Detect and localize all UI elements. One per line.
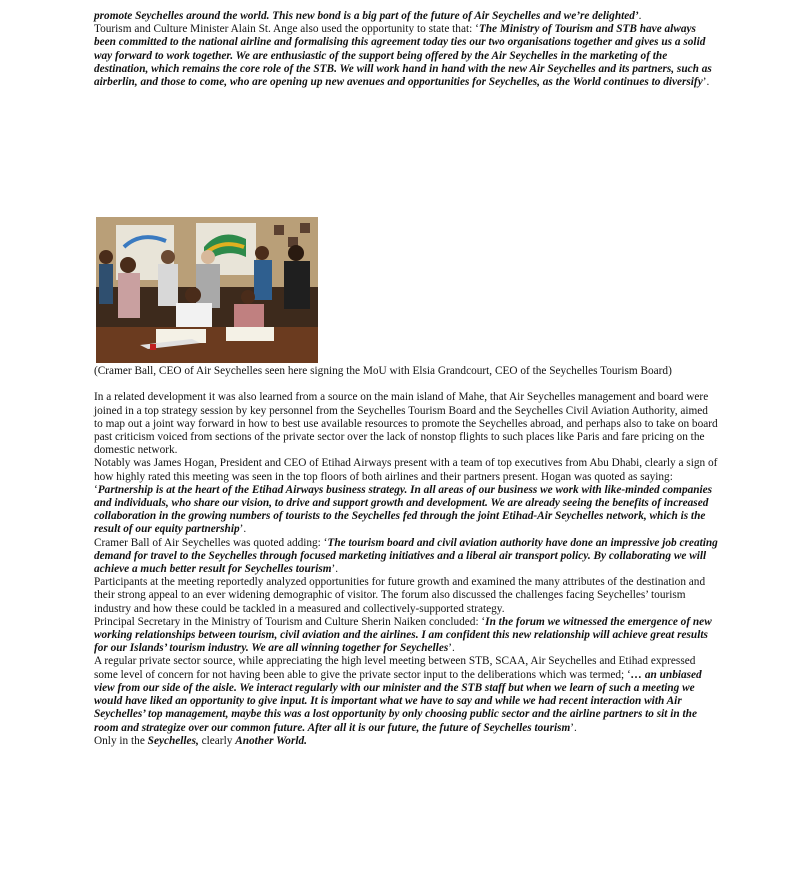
p2-text-run: ’. <box>702 76 710 89</box>
paragraph-participants <box>94 576 718 616</box>
paragraph-cramer-ball-quote <box>94 537 718 577</box>
paragraph-naiken-quote <box>94 616 718 656</box>
p1-text-run: promote Seychelles around the world. This new bond is a big part of the future of Air Seychelles and we’re delighted’ <box>94 10 639 22</box>
paragraph-related-development <box>94 391 718 457</box>
p9-text-run: clearly <box>198 734 236 747</box>
p5-text-run: The tourism board and civil aviation authority have done an impressive job creating demand for travel to the Seychelles through focused marketing initiatives and a liberal air transport policy. By collaborating we will achieve a much better result for Seychelles tourism <box>94 536 718 576</box>
p5-text-run: ’. <box>331 563 339 576</box>
signing-photo-image <box>96 217 318 363</box>
photo-caption: (Cramer Ball, CEO of Air Seychelles seen here signing the MoU with Elsia Grandcourt, CEO of the Seychelles Tourism Board) <box>94 365 672 378</box>
p4-text-run: Notably was James Hogan, President and CEO of Etihad Airways present with a team of top executives from Abu Dhabi, clearly a sign of how highly rated this meeting was seen in the top floors of both airlines and their partners present. Hogan was quoted as saying: ‘ <box>94 457 718 496</box>
p3-text-run: In a related development it was also learned from a source on the main island of Mahe, that Air Seychelles management and board were joined in a top strategy session by key personnel from the Seychelles Tourism Board and the Seychelles Civil Aviation Authority, aimed to map out a joint way forward in how to best use available resources to promote the Seychelles abroad, and perhaps also to take on board past criticism voiced from sections of the private sector over the lack of nonstop flights to such places like Paris and fare pricing on the domestic network. <box>94 391 718 457</box>
p2-text-run: The Ministry of Tourism and STB have always been committed to the national airline and formalising this agreement today ties our two organisations together and gives us a solid way forward to work together. We are enthusiastic of the support being offered by the Air Seychelles in the marketing of the destination, which remains the core role of the STB. We will work hand in hand with the new Air Seychelles and its partners, such as airberlin, and those to come, who are opening up new avenues and opportunities for Seychelles, as the World continues to diversify <box>94 23 712 89</box>
paragraph-closing <box>94 735 718 748</box>
paragraph-intro-quote <box>94 10 718 23</box>
p9-text-run: Another World. <box>235 734 307 747</box>
p8-text-run: A regular private sector source, while appreciating the high level meeting between STB, SCAA, Air Seychelles and Etihad expressed some level of concern for not having been able to give the private sector input to the deliberations which was termed; ‘ <box>94 655 696 681</box>
p7-text-run: Principal Secretary in the Ministry of Tourism and Culture Sherin Naiken concluded: ‘ <box>94 615 486 628</box>
p9-text-run: Seychelles, <box>147 734 199 747</box>
p2-text-run: Tourism and Culture Minister Alain St. Ange also used the opportunity to state that: ‘ <box>94 23 479 36</box>
p8-text-run: … an unbiased view from our side of the aisle. We interact regularly with our minister and the STB staff but when we learn of such a meeting we would have liked an opportunity to give input. It is important what we have to say and while we had recent interaction with Air Seychelles’ top management, maybe this was a lost opportunity by only choosing public sector and the airline partners to sit in the room and strategize over our common future. After all it is our future, the future of Seychelles tourism <box>94 668 702 734</box>
p6-text-run: Participants at the meeting reportedly analyzed opportunities for future growth and examined the many attributes of the destination and their strong appeal to an ever widening demographic of visitor. The forum also discussed the challenges facing Seychelles’ tourism industry and how these could be tackled in a measured and collectively-supported strategy. <box>94 576 706 615</box>
article-page <box>94 10 718 748</box>
p4-text-run: ’. <box>239 523 247 536</box>
p5-text-run: Cramer Ball of Air Seychelles was quoted adding: ‘ <box>94 536 328 549</box>
p4-text-run: Partnership is at the heart of the Etihad Airways business strategy. In all areas of our business we work with like-minded companies and individuals, who share our vision, to drive and support growth and development. We are already seeing the benefits of increased collaboration in the growing numbers of tourists to the Seychelles fed through the joint Etihad-Air Seychelles network, which is the result of our equity partnership <box>94 483 713 536</box>
p9-text-run: Only in the <box>94 734 148 747</box>
paragraph-minister-quote <box>94 23 718 89</box>
p8-text-run: ’. <box>570 721 577 734</box>
paragraph-private-sector <box>94 655 718 734</box>
p7-text-run: ’. <box>448 642 455 655</box>
signing-photo <box>96 217 318 363</box>
paragraph-hogan-quote <box>94 457 718 536</box>
p1-text-run: . <box>638 10 642 22</box>
p7-text-run: In the forum we witnessed the emergence of new working relationships between tourism, civil aviation and the airlines. I am confident this new relationship will achieve great results for our Islands’ tourism industry. We are all winning together for Seychelles <box>94 615 712 655</box>
